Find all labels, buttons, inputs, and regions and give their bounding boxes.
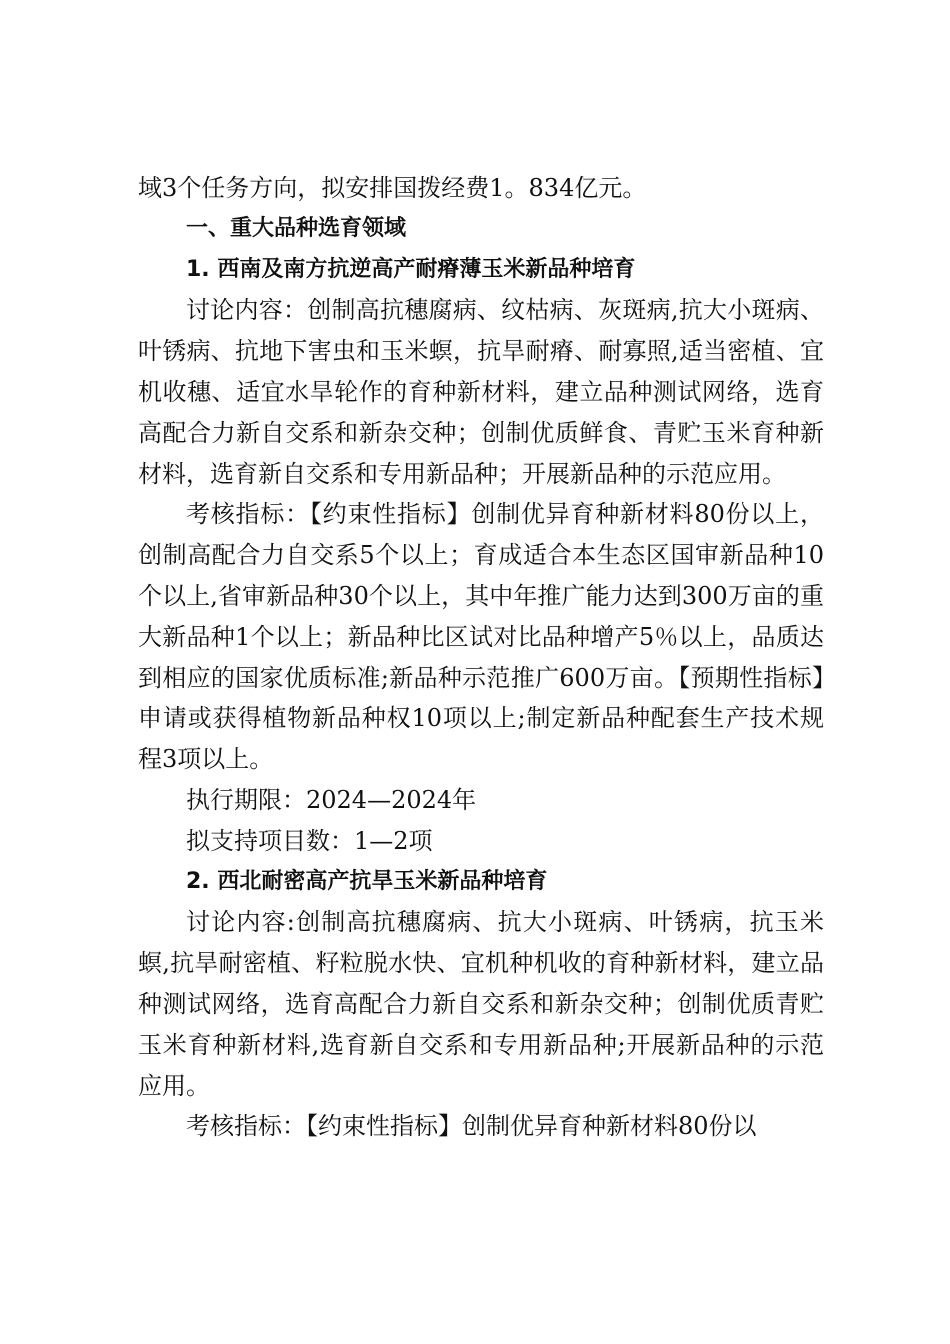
subsection-heading-2: 2. 西北耐密高产抗旱玉米新品种培育 xyxy=(186,868,548,894)
assessment-indicators-1: 考核指标：【约束性指标】创制优异育种新材料80份以上，创制高配合力自交系5个以上；育成适合本生态区国审新品种10个以上,省审新品种30个以上，其中年推广能力达到300万亩的重大新品种1个以上；新品种比区试对比品种增产5％以上，品质达到相应的国家优质标准;新品种示范推广600万亩。【预期性指标】申请或获得植物新品种权10项以上;制定新品种配套生产技术规程3项以上。 xyxy=(138,500,824,774)
research-content-1: 讨论内容：创制高抗穗腐病、纹枯病、灰斑病,抗大小斑病、叶锈病、抗地下害虫和玉米螟，抗旱耐瘠、耐寡照,适当密植、宜机收穗、适宜水旱轮作的育种新材料，建立品种测试网络，选育高配合力新自交系和新杂交种；创制优质鲜食、青贮玉米育种新材料，选育新自交系和专用新品种；开展新品种的示范应用。 xyxy=(138,296,824,488)
document-page xyxy=(138,168,824,1147)
subsection-heading-1: 1. 西南及南方抗逆高产耐瘠薄玉米新品种培育 xyxy=(186,256,636,282)
assessment-indicators-2: 考核指标：【约束性指标】创制优异育种新材料80份以 xyxy=(186,1112,757,1141)
execution-period: 执行期限：2024—2024年 xyxy=(186,785,477,814)
section-heading: 一、重大品种选育领域 xyxy=(186,215,407,241)
research-content-2: 讨论内容:创制高抗穗腐病、抗大小斑病、叶锈病，抗玉米螟,抗旱耐密植、籽粒脱水快、宜机种机收的育种新材料，建立品种测试网络，选育高配合力新自交系和新杂交种；创制优质青贮玉米育种新材料,选育新自交系和专用新品种;开展新品种的示范应用。 xyxy=(138,908,824,1100)
project-count: 拟支持项目数：1—2项 xyxy=(186,826,433,855)
paragraph-continuation: 域3个任务方向，拟安排国拨经费1。834亿元。 xyxy=(138,174,647,202)
